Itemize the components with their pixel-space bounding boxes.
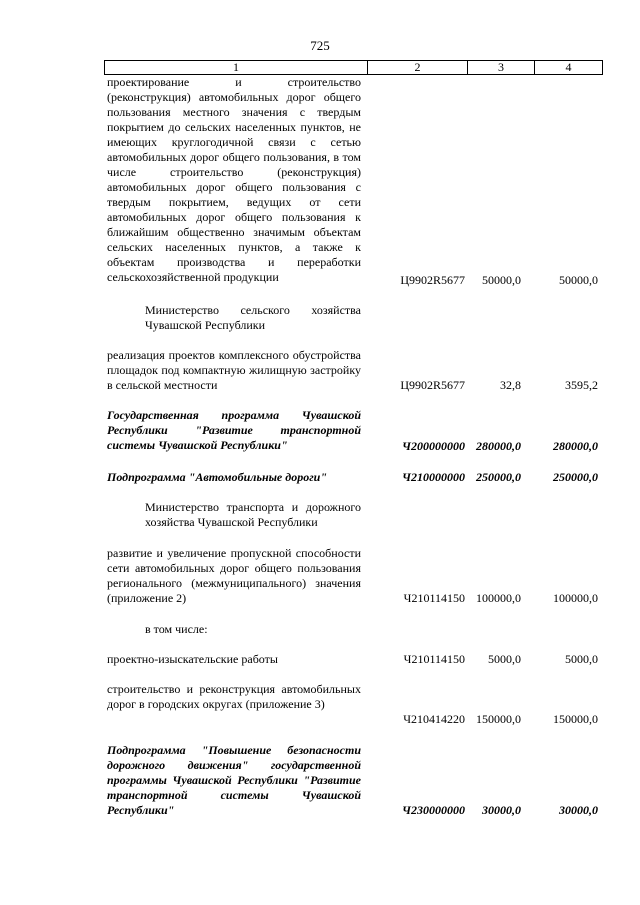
- row-value-col4: 30000,0: [559, 803, 598, 817]
- row-description: в том числе:: [145, 622, 208, 636]
- header-col-1: 1: [105, 61, 368, 74]
- row-value-col4: 3595,2: [565, 378, 598, 392]
- row-description: Государственная программа Чувашской Республики "Развитие транспортной системы Чувашской Республики": [107, 408, 361, 452]
- row-value-col4: 50000,0: [559, 273, 598, 287]
- row-description: реализация проектов комплексного обустройства площадок под компактную жилищную застройку в сельской местности: [107, 348, 361, 392]
- row-code: Ц9902R5677: [400, 378, 465, 392]
- row-description: Подпрограмма "Повышение безопасности дорожного движения" государственной программы Чувашской Республики "Развитие транспортной системы Чувашской Республики": [107, 743, 361, 817]
- row-code: Ц9902R5677: [400, 273, 465, 287]
- row-code: Ч210000000: [402, 470, 465, 484]
- row-value-col3: 100000,0: [476, 591, 521, 605]
- header-col-3: 3: [468, 61, 535, 74]
- row-value-col4: 150000,0: [553, 712, 598, 726]
- row-value-col3: 280000,0: [476, 439, 521, 453]
- row-value-col3: 32,8: [500, 378, 521, 392]
- row-code: Ч210114150: [403, 652, 465, 666]
- row-code: Ч230000000: [402, 803, 465, 817]
- row-description: Министерство транспорта и дорожного хозяйства Чувашской Республики: [145, 500, 361, 529]
- row-description: Министерство сельского хозяйства Чувашской Республики: [145, 303, 361, 332]
- header-col-2: 2: [368, 61, 468, 74]
- row-value-col4: 280000,0: [553, 439, 598, 453]
- row-code: Ч200000000: [402, 439, 465, 453]
- row-value-col4: 100000,0: [553, 591, 598, 605]
- row-value-col3: 5000,0: [488, 652, 521, 666]
- table-header: [104, 60, 603, 75]
- row-description: Подпрограмма "Автомобильные дороги": [107, 470, 327, 484]
- row-value-col3: 150000,0: [476, 712, 521, 726]
- row-value-col3: 50000,0: [482, 273, 521, 287]
- row-value-col4: 250000,0: [553, 470, 598, 484]
- row-description: развитие и увеличение пропускной способности сети автомобильных дорог общего пользования регионального (межмуниципального) значения (приложение 2): [107, 546, 361, 605]
- row-description: проектирование и строительство (реконструкция) автомобильных дорог общего пользования местного значения с твердым покрытием до сельских населенных пунктов, не имеющих круглогодичной связи с сетью автомобильных дорог общего пользования, в том числе строительство (реконструкция) автомобильных дорог общего пользования с твердым покрытием, ведущих от сети автомобильных дорог общего пользования к ближайшим общественно значимым объектам сельских населенных пунктов, а также к объектам производства и переработки сельскохозяйственной продукции: [107, 75, 361, 284]
- row-value-col4: 5000,0: [565, 652, 598, 666]
- row-code: Ч210114150: [403, 591, 465, 605]
- row-value-col3: 250000,0: [476, 470, 521, 484]
- header-col-4: 4: [565, 60, 572, 74]
- row-description: проектно-изыскательские работы: [107, 652, 278, 666]
- row-code: Ч210414220: [403, 712, 465, 726]
- row-description: строительство и реконструкция автомобильных дорог в городских округах (приложение 3): [107, 682, 361, 711]
- page-number: 725: [310, 38, 330, 53]
- row-value-col3: 30000,0: [482, 803, 521, 817]
